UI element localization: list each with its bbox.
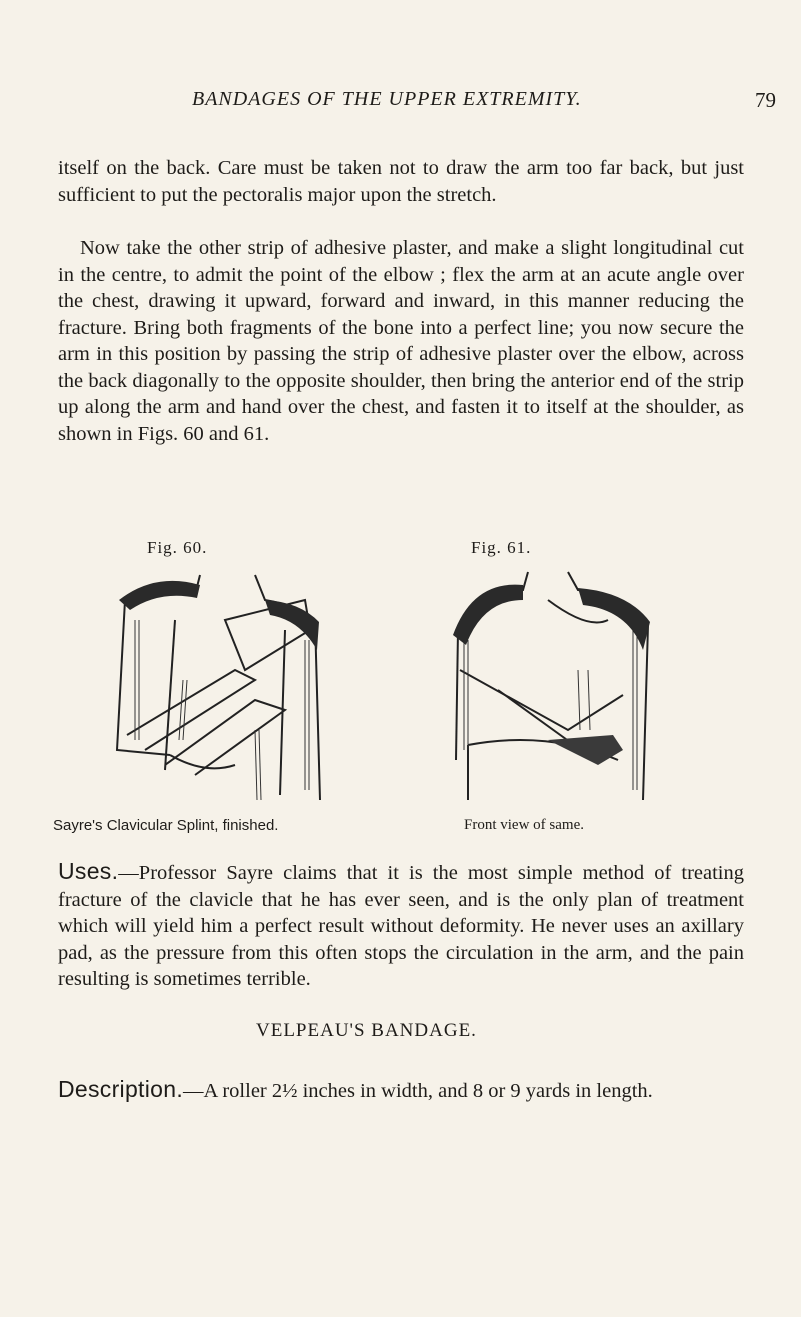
uses-text: —Professor Sayre claims that it is the most simple method of treating fracture of the clavicle that he has ever seen, and is the only plan of treatment which will yield him a perfect result without deformity. He never uses an axillary pad, as the pressure from this often stops the circulation in the arm, and the pain resulting is sometimes terrible. — [58, 862, 744, 990]
description-text: —A roller 2½ inches in width, and 8 or 9 yards in length. — [183, 1080, 653, 1102]
uses-paragraph — [58, 858, 744, 993]
description-paragraph — [58, 1076, 744, 1105]
figure-60-label: Fig. 60. — [147, 538, 208, 557]
description-label: Description. — [58, 1076, 184, 1102]
bandaged-torso-front-view-icon — [438, 560, 668, 815]
running-title: BANDAGES OF THE UPPER EXTREMITY. — [192, 88, 582, 110]
paragraph-instructions: Now take the other strip of adhesive plaster, and make a slight longitudinal cut in the centre, to admit the point of the elbow ; flex the arm at an acute angle over the chest, drawing it upward, forward and inward, in this manner reducing the fracture. Bring both fragments of the bone into a perfect line; you now secure the arm in this position by passing the strip of adhesive plaster over the elbow, across the back diagonally to the opposite shoulder, then bring the anterior end of the strip up along the arm and hand over the chest, and fasten it to itself at the shoulder, as shown in Figs. 60 and 61. — [58, 237, 744, 445]
figure-61-caption: Front view of same. — [464, 817, 584, 833]
bandaged-torso-back-view-icon — [105, 560, 345, 815]
section-heading: VELPEAU'S BANDAGE. — [256, 1020, 477, 1041]
page-number: 79 — [755, 88, 776, 112]
paragraph-continuation: itself on the back. Care must be taken not to draw the arm too far back, but just sufficient to put the pectoralis major upon the stretch. — [58, 157, 744, 206]
figure-61-label: Fig. 61. — [471, 538, 532, 557]
figure-60-caption: Sayre's Clavicular Splint, finished. — [53, 817, 279, 834]
uses-label: Uses. — [58, 858, 119, 884]
running-head — [0, 88, 801, 118]
